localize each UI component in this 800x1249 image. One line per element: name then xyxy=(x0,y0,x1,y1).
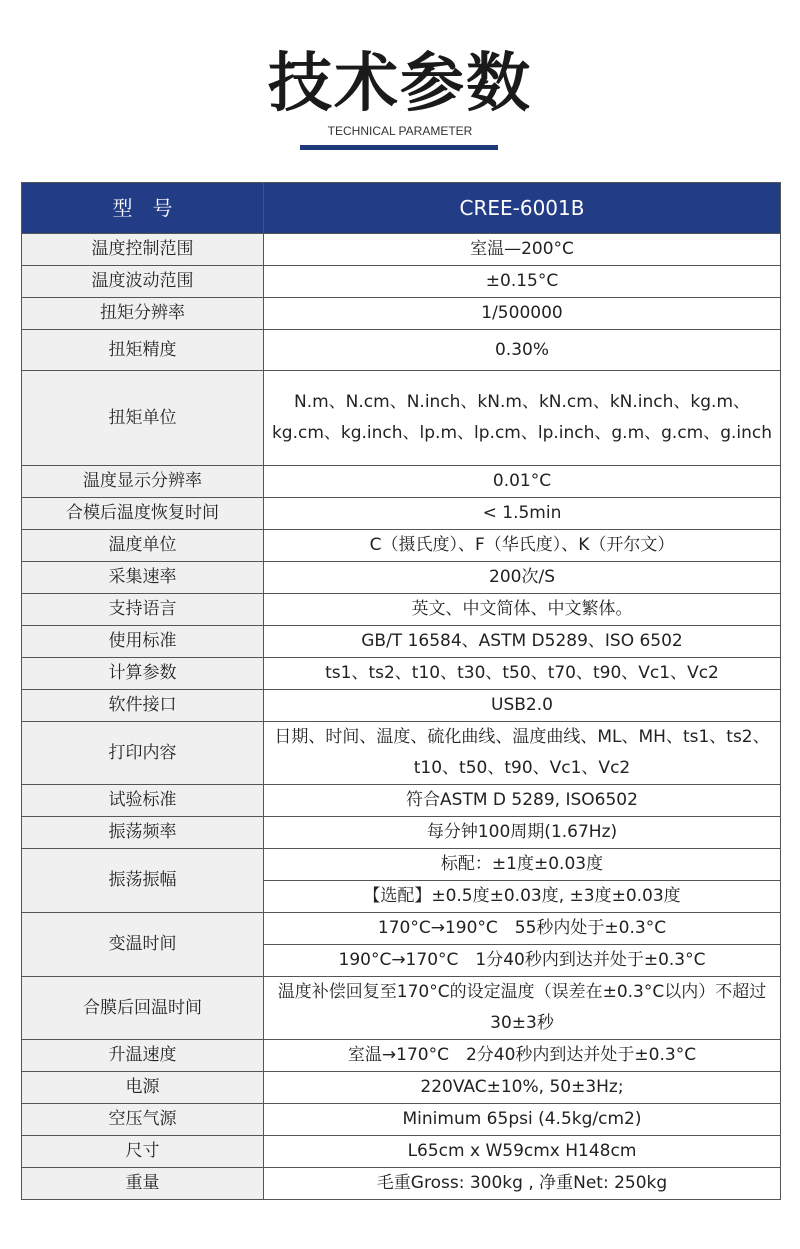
header-model: CREE-6001B xyxy=(264,183,781,234)
param-label: 扭矩单位 xyxy=(22,371,264,466)
table-row xyxy=(22,371,781,466)
header-label: 型 号 xyxy=(22,183,264,234)
table-row xyxy=(22,234,781,266)
param-label: 使用标准 xyxy=(22,626,264,658)
param-label: 变温时间 xyxy=(22,913,264,977)
table-row xyxy=(22,658,781,690)
param-value: 温度补偿回复至170°C的设定温度（误差在±0.3°C以内）不超过30±3秒 xyxy=(264,977,781,1040)
page-subtitle: TECHNICAL PARAMETER xyxy=(327,124,473,138)
table-row xyxy=(22,722,781,785)
param-label: 尺寸 xyxy=(22,1136,264,1168)
param-value: ts1、ts2、t10、t30、t50、t70、t90、Vc1、Vc2 xyxy=(264,658,781,690)
spec-table xyxy=(21,182,781,1200)
param-label: 空压气源 xyxy=(22,1104,264,1136)
param-value: 220VAC±10%, 50±3Hz; xyxy=(264,1072,781,1104)
param-value: 每分钟100周期(1.67Hz) xyxy=(264,817,781,849)
table-row xyxy=(22,626,781,658)
spec-header-row xyxy=(22,183,781,234)
table-row xyxy=(22,330,781,371)
param-label: 打印内容 xyxy=(22,722,264,785)
table-row xyxy=(22,298,781,330)
param-value: 毛重Gross: 300kg , 净重Net: 250kg xyxy=(264,1168,781,1200)
title-underline xyxy=(300,145,498,150)
spec-body xyxy=(22,234,781,1200)
param-value: Minimum 65psi (4.5kg/cm2) xyxy=(264,1104,781,1136)
param-value: 190°C→170°C 1分40秒内到达并处于±0.3°C xyxy=(264,945,781,977)
param-label: 合膜后回温时间 xyxy=(22,977,264,1040)
param-label: 电源 xyxy=(22,1072,264,1104)
table-row xyxy=(22,594,781,626)
param-value: 室温—200°C xyxy=(264,234,781,266)
page-header xyxy=(0,0,800,180)
param-label: 采集速率 xyxy=(22,562,264,594)
param-value: 日期、时间、温度、硫化曲线、温度曲线、ML、MH、ts1、ts2、t10、t50、t90、Vc1、Vc2 xyxy=(264,722,781,785)
table-row xyxy=(22,562,781,594)
param-value: < 1.5min xyxy=(264,498,781,530)
param-label: 温度显示分辨率 xyxy=(22,466,264,498)
table-row xyxy=(22,849,781,881)
table-row xyxy=(22,913,781,945)
param-value: ±0.15°C xyxy=(264,266,781,298)
param-label: 试验标准 xyxy=(22,785,264,817)
table-row xyxy=(22,690,781,722)
param-label: 升温速度 xyxy=(22,1040,264,1072)
table-row xyxy=(22,977,781,1040)
page-title: 技术参数 xyxy=(268,47,532,121)
table-row xyxy=(22,1040,781,1072)
param-label: 振荡振幅 xyxy=(22,849,264,913)
param-value: N.m、N.cm、N.inch、kN.m、kN.cm、kN.inch、kg.m、kg.cm、kg.inch、lp.m、lp.cm、lp.inch、g.m、g.cm、g.inch xyxy=(264,371,781,466)
table-row xyxy=(22,1072,781,1104)
table-row xyxy=(22,1168,781,1200)
table-row xyxy=(22,817,781,849)
param-label: 计算参数 xyxy=(22,658,264,690)
param-label: 支持语言 xyxy=(22,594,264,626)
param-label: 振荡频率 xyxy=(22,817,264,849)
param-label: 温度波动范围 xyxy=(22,266,264,298)
param-value: 0.01°C xyxy=(264,466,781,498)
param-value: L65cm x W59cmx H148cm xyxy=(264,1136,781,1168)
param-value: 英文、中文简体、中文繁体。 xyxy=(264,594,781,626)
table-row xyxy=(22,1136,781,1168)
param-value: 标配：±1度±0.03度 xyxy=(264,849,781,881)
param-label: 温度控制范围 xyxy=(22,234,264,266)
param-value: 【选配】±0.5度±0.03度, ±3度±0.03度 xyxy=(264,881,781,913)
param-value: 1/500000 xyxy=(264,298,781,330)
table-row xyxy=(22,785,781,817)
table-row xyxy=(22,266,781,298)
table-row xyxy=(22,466,781,498)
param-value: 室温→170°C 2分40秒内到达并处于±0.3°C xyxy=(264,1040,781,1072)
param-value: 0.30% xyxy=(264,330,781,371)
param-label: 扭矩精度 xyxy=(22,330,264,371)
param-label: 软件接口 xyxy=(22,690,264,722)
table-row xyxy=(22,530,781,562)
param-label: 扭矩分辨率 xyxy=(22,298,264,330)
param-value: USB2.0 xyxy=(264,690,781,722)
param-value: C（摄氏度）、F（华氏度）、K（开尔文） xyxy=(264,530,781,562)
param-value: GB/T 16584、ASTM D5289、ISO 6502 xyxy=(264,626,781,658)
table-row xyxy=(22,1104,781,1136)
param-value: 200次/S xyxy=(264,562,781,594)
table-row xyxy=(22,498,781,530)
param-label: 合模后温度恢复时间 xyxy=(22,498,264,530)
param-label: 重量 xyxy=(22,1168,264,1200)
param-value: 符合ASTM D 5289, ISO6502 xyxy=(264,785,781,817)
param-value: 170°C→190°C 55秒内处于±0.3°C xyxy=(264,913,781,945)
param-label: 温度单位 xyxy=(22,530,264,562)
